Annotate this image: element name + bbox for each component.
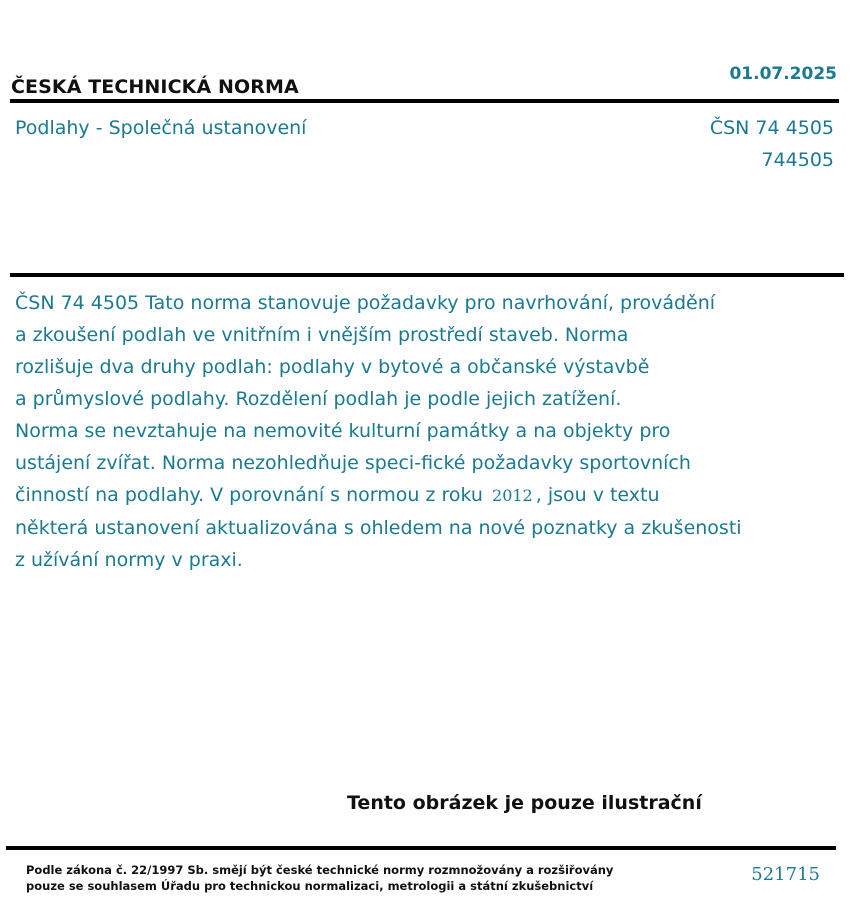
abstract-text: činností na podlahy. V porovnání s normou z roku (15, 484, 490, 506)
abstract-line: ustájení zvířat. Norma nezohledňuje speci-fické požadavky sportovních (15, 452, 691, 474)
abstract-line: některá ustanovení aktualizována s ohledem na nové poznatky a zkušenosti (15, 517, 742, 539)
abstract-line: a zkoušení podlah ve vnitřním i vnějším prostředí staveb. Norma (15, 324, 629, 346)
illustration-disclaimer: Tento obrázek je pouze ilustrační (347, 792, 702, 814)
abstract-line (15, 479, 755, 512)
abstract-line: a průmyslové podlahy. Rozdělení podlah je podle jejich zatížení. (15, 388, 622, 410)
document-number: 521715 (751, 864, 820, 885)
norm-abstract (15, 287, 755, 576)
legal-line: Podle zákona č. 22/1997 Sb. smějí být české technické normy rozmnožovány a rozšiřovány (26, 863, 614, 877)
legal-line: pouze se souhlasem Úřadu pro technickou normalizaci, metrologii a státní zkušebnictví (26, 879, 594, 893)
abstract-line: z užívání normy v praxi. (15, 549, 243, 571)
publication-date: 01.07.2025 (729, 64, 837, 84)
classification-code: 744505 (761, 149, 834, 171)
bottom-divider (6, 846, 836, 850)
legal-notice (26, 862, 613, 894)
norm-title: Podlahy - Společná ustanovení (15, 117, 307, 139)
abstract-text: , jsou v textu (535, 484, 660, 506)
comparison-year: 2012 (492, 486, 533, 505)
abstract-line: ČSN 74 4505 Tato norma stanovuje požadavky pro navrhování, provádění (15, 292, 716, 314)
abstract-line: Norma se nevztahuje na nemovité kulturní památky a na objekty pro (15, 420, 671, 442)
abstract-line: rozlišuje dva druhy podlah: podlahy v bytové a občanské výstavbě (15, 356, 650, 378)
top-divider (10, 99, 839, 103)
document-type-heading: ČESKÁ TECHNICKÁ NORMA (11, 76, 299, 98)
middle-divider (10, 273, 844, 277)
norm-identifier: ČSN 74 4505 (709, 117, 834, 139)
